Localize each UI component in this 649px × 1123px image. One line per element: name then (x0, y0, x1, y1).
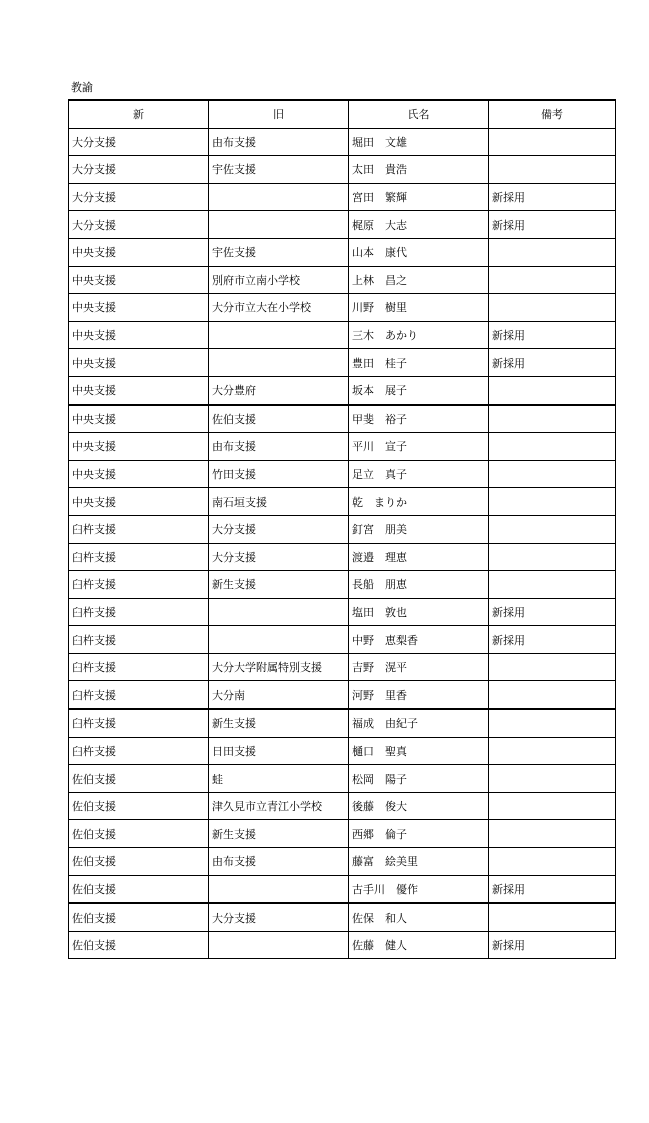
cell-name: 樋口 聖真 (349, 737, 489, 765)
cell-name: 中野 恵梨香 (349, 626, 489, 654)
cell-name: 塩田 敦也 (349, 598, 489, 626)
table-row (69, 792, 616, 820)
table-row (69, 376, 616, 404)
cell-new: 佐伯支援 (69, 765, 209, 793)
cell-old: 大分支援 (209, 515, 349, 543)
cell-old: 宇佐支援 (209, 238, 349, 266)
cell-remarks (489, 653, 616, 681)
cell-old (209, 349, 349, 377)
cell-old: 大分南 (209, 681, 349, 709)
cell-new: 中央支援 (69, 294, 209, 322)
cell-old: 大分大学附属特別支援 (209, 653, 349, 681)
cell-name: 河野 里香 (349, 681, 489, 709)
cell-old: 新生支援 (209, 571, 349, 599)
cell-new: 佐伯支援 (69, 875, 209, 903)
table-row (69, 875, 616, 903)
cell-remarks (489, 156, 616, 184)
cell-name: 足立 真子 (349, 460, 489, 488)
table-row (69, 571, 616, 599)
header-old: 旧 (209, 100, 349, 128)
cell-new: 臼杵支援 (69, 737, 209, 765)
cell-old: 日田支援 (209, 737, 349, 765)
cell-old: 佐伯支援 (209, 405, 349, 433)
cell-remarks: 新採用 (489, 321, 616, 349)
cell-new: 臼杵支援 (69, 598, 209, 626)
cell-remarks: 新採用 (489, 349, 616, 377)
header-row (69, 100, 616, 128)
page-caption: 教諭 (71, 81, 93, 94)
cell-remarks: 新採用 (489, 183, 616, 211)
table-row (69, 903, 616, 931)
table-row (69, 294, 616, 322)
cell-new: 中央支援 (69, 488, 209, 516)
cell-old: 南石垣支援 (209, 488, 349, 516)
cell-new: 中央支援 (69, 321, 209, 349)
table-row (69, 321, 616, 349)
table-row (69, 266, 616, 294)
cell-new: 佐伯支援 (69, 792, 209, 820)
header-name: 氏名 (349, 100, 489, 128)
cell-old: 大分支援 (209, 543, 349, 571)
cell-new: 臼杵支援 (69, 626, 209, 654)
table-row (69, 653, 616, 681)
cell-remarks (489, 709, 616, 737)
table-row (69, 128, 616, 156)
cell-new: 臼杵支援 (69, 515, 209, 543)
cell-remarks (489, 543, 616, 571)
cell-name: 佐保 和人 (349, 903, 489, 931)
cell-remarks: 新採用 (489, 875, 616, 903)
cell-old (209, 183, 349, 211)
cell-new: 大分支援 (69, 183, 209, 211)
cell-remarks: 新採用 (489, 598, 616, 626)
table-row (69, 543, 616, 571)
cell-remarks (489, 792, 616, 820)
table-row (69, 931, 616, 959)
cell-remarks: 新採用 (489, 931, 616, 959)
cell-old: 蛙 (209, 765, 349, 793)
cell-new: 佐伯支援 (69, 820, 209, 848)
cell-remarks (489, 820, 616, 848)
cell-name: 太田 貴浩 (349, 156, 489, 184)
cell-new: 臼杵支援 (69, 653, 209, 681)
cell-old (209, 598, 349, 626)
table-row (69, 488, 616, 516)
cell-name: 宮田 繁輝 (349, 183, 489, 211)
cell-name: 山本 康代 (349, 238, 489, 266)
cell-old: 由布支援 (209, 848, 349, 876)
table-row (69, 681, 616, 709)
table-row (69, 737, 616, 765)
cell-name: 佐藤 健人 (349, 931, 489, 959)
cell-remarks (489, 433, 616, 461)
cell-name: 堀田 文雄 (349, 128, 489, 156)
cell-name: 豊田 桂子 (349, 349, 489, 377)
cell-name: 吉野 滉平 (349, 653, 489, 681)
cell-name: 川野 樹里 (349, 294, 489, 322)
table-row (69, 848, 616, 876)
cell-remarks (489, 376, 616, 404)
table-row (69, 515, 616, 543)
table-body (69, 128, 616, 959)
cell-old: 竹田支援 (209, 460, 349, 488)
cell-name: 平川 宣子 (349, 433, 489, 461)
cell-remarks (489, 903, 616, 931)
table-row (69, 156, 616, 184)
cell-new: 中央支援 (69, 349, 209, 377)
cell-remarks (489, 765, 616, 793)
cell-name: 乾 まりか (349, 488, 489, 516)
cell-new: 中央支援 (69, 376, 209, 404)
cell-new: 佐伯支援 (69, 903, 209, 931)
cell-new: 大分支援 (69, 156, 209, 184)
cell-old: 別府市立南小学校 (209, 266, 349, 294)
cell-remarks: 新採用 (489, 626, 616, 654)
cell-name: 古手川 優作 (349, 875, 489, 903)
cell-name: 後藤 俊大 (349, 792, 489, 820)
table-row (69, 709, 616, 737)
table-row (69, 433, 616, 461)
cell-new: 臼杵支援 (69, 571, 209, 599)
table-header (69, 100, 616, 128)
cell-new: 大分支援 (69, 128, 209, 156)
cell-name: 藤富 絵美里 (349, 848, 489, 876)
cell-remarks (489, 488, 616, 516)
cell-remarks (489, 681, 616, 709)
cell-remarks (489, 405, 616, 433)
table-row (69, 238, 616, 266)
cell-old (209, 211, 349, 239)
cell-remarks (489, 294, 616, 322)
cell-old: 由布支援 (209, 433, 349, 461)
cell-remarks (489, 238, 616, 266)
cell-old: 津久見市立青江小学校 (209, 792, 349, 820)
cell-name: 坂本 展子 (349, 376, 489, 404)
cell-new: 臼杵支援 (69, 709, 209, 737)
cell-name: 長船 朋恵 (349, 571, 489, 599)
cell-name: 梶原 大志 (349, 211, 489, 239)
table-row (69, 405, 616, 433)
table-row (69, 211, 616, 239)
cell-name: 釘宮 朋美 (349, 515, 489, 543)
table-row (69, 598, 616, 626)
table-row (69, 460, 616, 488)
cell-new: 臼杵支援 (69, 543, 209, 571)
header-remarks: 備考 (489, 100, 616, 128)
cell-old (209, 875, 349, 903)
table-row (69, 765, 616, 793)
cell-new: 中央支援 (69, 405, 209, 433)
cell-new: 中央支援 (69, 266, 209, 294)
cell-old: 大分市立大在小学校 (209, 294, 349, 322)
cell-remarks (489, 460, 616, 488)
table-row (69, 183, 616, 211)
cell-new: 佐伯支援 (69, 848, 209, 876)
cell-remarks (489, 266, 616, 294)
cell-old: 大分支援 (209, 903, 349, 931)
cell-remarks (489, 848, 616, 876)
table-row (69, 349, 616, 377)
cell-old: 新生支援 (209, 820, 349, 848)
cell-old (209, 626, 349, 654)
cell-new: 臼杵支援 (69, 681, 209, 709)
cell-old: 由布支援 (209, 128, 349, 156)
table-row (69, 820, 616, 848)
personnel-table (68, 99, 616, 959)
cell-name: 松岡 陽子 (349, 765, 489, 793)
cell-new: 大分支援 (69, 211, 209, 239)
cell-remarks: 新採用 (489, 211, 616, 239)
table-row (69, 626, 616, 654)
cell-old (209, 321, 349, 349)
cell-old (209, 931, 349, 959)
cell-name: 福成 由紀子 (349, 709, 489, 737)
cell-new: 佐伯支援 (69, 931, 209, 959)
cell-remarks (489, 128, 616, 156)
cell-name: 上林 昌之 (349, 266, 489, 294)
cell-new: 中央支援 (69, 433, 209, 461)
cell-new: 中央支援 (69, 238, 209, 266)
cell-new: 中央支援 (69, 460, 209, 488)
cell-name: 西郷 倫子 (349, 820, 489, 848)
cell-name: 三木 あかり (349, 321, 489, 349)
cell-old: 宇佐支援 (209, 156, 349, 184)
header-new: 新 (69, 100, 209, 128)
cell-name: 渡邉 理恵 (349, 543, 489, 571)
cell-remarks (489, 571, 616, 599)
cell-remarks (489, 737, 616, 765)
cell-remarks (489, 515, 616, 543)
cell-old: 大分豊府 (209, 376, 349, 404)
cell-name: 甲斐 裕子 (349, 405, 489, 433)
cell-old: 新生支援 (209, 709, 349, 737)
